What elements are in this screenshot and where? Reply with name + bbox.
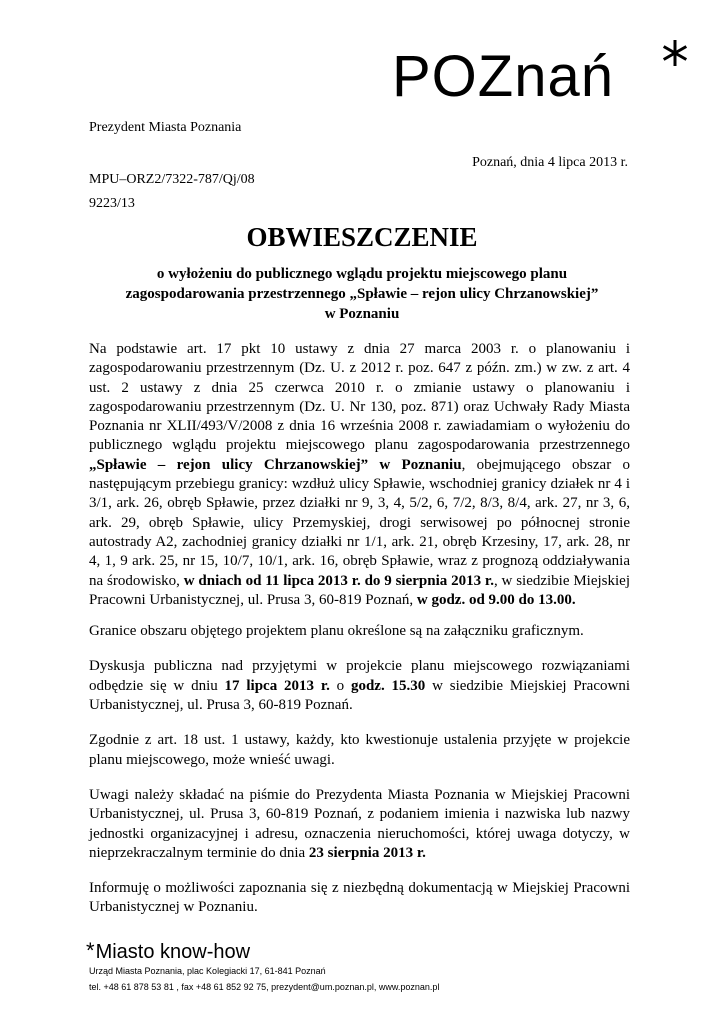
poznan-logo [392, 40, 692, 130]
paragraph-comment-submission [89, 786, 630, 863]
paragraph-boundaries: Granice obszaru objętego projektem planu określone są na załączniku graficznym. [89, 623, 584, 640]
logo-wordmark: POZnań [392, 44, 614, 109]
text-segment: , obejmującego obszar o następującym przebiegu granicy: wzdłuż ulicy Spławie, wschodniej granicy działek nr 4 i 3/1, ark. 26, obręb Spławie, przez działki nr 9, 3, 4, 5/2, 6, 7/2, 8/3, 8/4, ark. 27, nr 3, 6, ark. 29, obręb Spławie, ulicy Przemyskiej, drogi serwisowej po północnej stronie autostrady A2, zachodniej granicy działki nr 1/1, ark. 21, obręb Krzesiny, 17, ark. 28, nr 4, 1, 9 ark. 25, nr 15, 10/7, 10/1, ark. 16, obręb Spławie, wraz z prognozą oddziaływania na środowisko, [89, 456, 631, 589]
exhibition-dates: w dniach od 11 lipca 2013 r. do 9 sierpnia 2013 r. [183, 572, 494, 589]
footer-brand [86, 940, 250, 963]
document-body [89, 340, 630, 934]
text-segment: Na podstawie art. 17 pkt 10 ustawy z dnia 27 marca 2003 r. o planowaniu i zagospodarowaniu przestrzennym (Dz. U. z 2012 r. poz. 647 z późn. zm.) w zw. z art. 4 ust. 2 ustawy z dnia 25 czerwca 2010 r. o zmianie ustawy o planowaniu i zagospodarowaniu przestrzennym (Dz. U. Nr 130, poz. 871) oraz Uchwały Rady Miasta Poznania nr XLII/493/V/2008 z dnia 16 września 2008 r. zawiadamiam o wyłożeniu do publicznego wglądu projektu miejscowego planu zagospodarowania przestrzennego [89, 341, 630, 454]
footer-contact: tel. +48 61 878 53 81 , fax +48 61 852 92 75, prezydent@um.poznan.pl, www.poznan.pl [89, 982, 440, 992]
subtitle-line: w Poznaniu [324, 306, 400, 322]
reference-number-secondary: 9223/13 [89, 196, 135, 211]
brand-slogan: Miasto know-how [95, 941, 251, 963]
document-subtitle [84, 264, 640, 324]
text-segment: o [329, 677, 351, 694]
asterisk-icon: * [86, 938, 95, 963]
document-title: OBWIESZCZENIE [246, 222, 478, 252]
subtitle-line: o wyłożeniu do publicznego wglądu projektu miejscowego planu [156, 266, 568, 282]
issuer-line: Prezydent Miasta Poznania [89, 120, 242, 135]
discussion-time: godz. 15.30 [350, 677, 426, 694]
paragraph-right-to-comment: Zgodnie z art. 18 ust. 1 ustawy, każdy, kto kwestionuje ustalenia przyjęte w projekcie planu miejscowego, może wnieść uwagi. [89, 732, 630, 768]
comment-deadline: 23 sierpnia 2013 r. [308, 844, 426, 861]
plan-name: „Spławie – rejon ulicy Chrzanowskiej” w Poznaniu [89, 456, 462, 473]
discussion-date: 17 lipca 2013 r. [224, 677, 330, 694]
paragraph-documentation: Informuję o możliwości zapoznania się z niezbędną dokumentacją w Miejskiej Pracowni Urbanistycznej w Poznaniu. [89, 880, 630, 916]
paragraph-legal-basis [89, 340, 630, 610]
subtitle-line: zagospodarowania przestrzennego „Spławie – rejon ulicy Chrzanowskiej” [125, 286, 599, 302]
text-segment: w siedzibie Miejskiej Pracowni Urbanistycznej, ul. Prusa 3, 60-819 Poznań. [89, 677, 630, 714]
text-segment: Uwagi należy składać na piśmie do Prezydenta Miasta Poznania w Miejskiej Pracowni Urbanistycznej, ul. Prusa 3, 60-819 Poznań, z podaniem imienia i nazwiska lub nazwy jednostki organizacyjnej i adresu, oznaczenia nieruchomości, której uwaga dotyczy, w nieprzekraczalnym terminie do dnia [89, 786, 630, 861]
footer-address: Urząd Miasta Poznania, plac Kolegiacki 17, 61-841 Poznań [89, 966, 326, 976]
place-date: Poznań, dnia 4 lipca 2013 r. [472, 155, 628, 170]
asterisk-star-icon [660, 38, 690, 68]
text-segment: Dyskusja publiczna nad przyjętymi w projekcie planu miejscowego rozwiązaniami odbędzie się w dniu [89, 658, 630, 694]
reference-number: MPU–ORZ2/7322-787/Qj/08 [89, 172, 255, 187]
exhibition-hours: w godz. od 9.00 do 13.00. [416, 591, 576, 608]
text-segment: , w siedzibie Miejskiej Pracowni Urbanistycznej, ul. Prusa 3, 60-819 Poznań, [89, 572, 630, 608]
paragraph-public-discussion [89, 657, 630, 715]
